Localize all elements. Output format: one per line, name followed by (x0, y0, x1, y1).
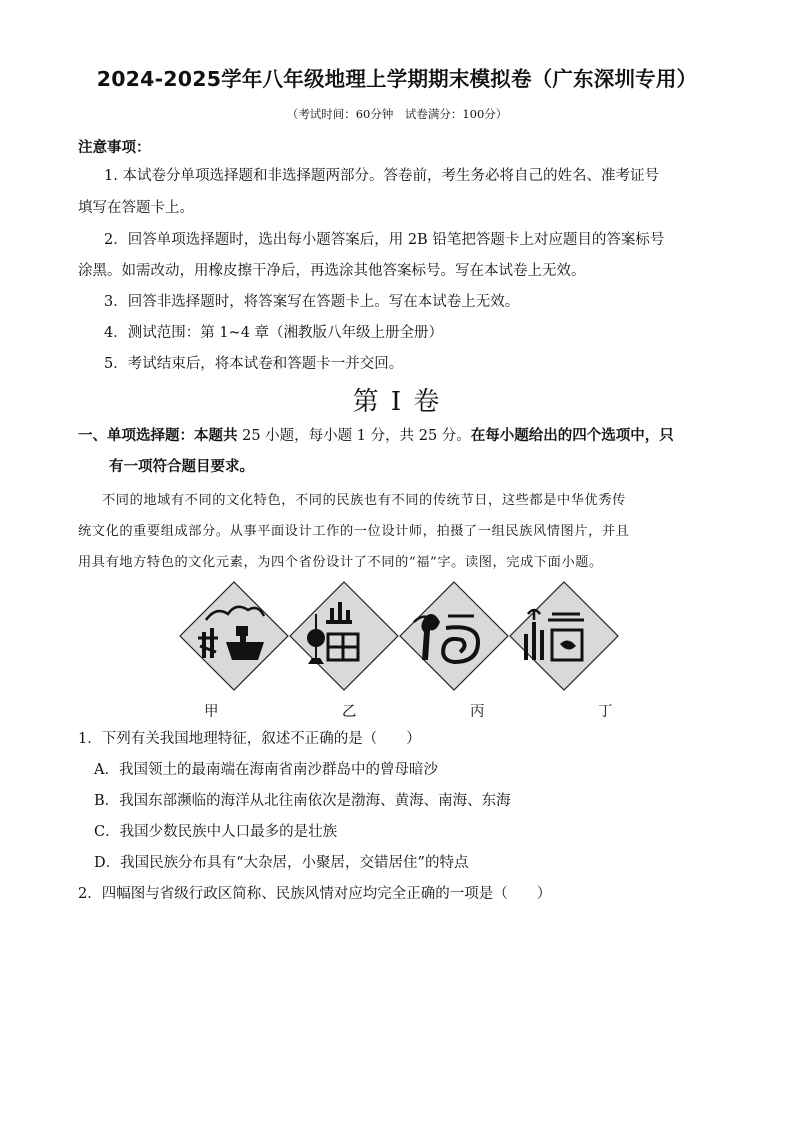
question-1-option-d: D．我国民族分布具有“大杂居，小聚居，交错居住”的特点 (94, 855, 469, 871)
figure-label-yi: 乙 (342, 704, 357, 720)
question-1-option-b: B．我国东部濒临的海洋从北往南依次是渤海、黄海、南海、东海 (94, 793, 511, 809)
figure-label-ding: 丁 (598, 704, 613, 720)
notice-heading: 注意事项： (78, 140, 151, 156)
passage-line-2: 统文化的重要组成部分。从事平面设计工作的一位设计师，拍摄了一组民族风情图片，并且 (78, 524, 630, 539)
exam-title: 2024-2025学年八年级地理上学期期末模拟卷（广东深圳专用） (96, 67, 698, 91)
section-title: 第 I 卷 (352, 387, 442, 417)
notice-item-1-cont: 填写在答题卡上。 (78, 200, 194, 216)
section1-instructions-cont (109, 457, 254, 477)
passage-line-1: 不同的地域有不同的文化特色，不同的民族也有不同的传统节日，这些都是中华优秀传 (102, 493, 626, 508)
exam-subtitle: （考试时间：60分钟 试卷满分：100分） (286, 107, 508, 121)
fu-design-jia (180, 582, 288, 690)
notice-item-4: 4．测试范围：第 1~4 章（湘教版八年级上册全册） (104, 325, 444, 341)
figure-label-jia: 甲 (204, 704, 219, 720)
figure-label-bing: 丙 (470, 704, 485, 720)
question-1-stem: 1．下列有关我国地理特征，叙述不正确的是（ ） (78, 731, 421, 747)
fu-design-yi (290, 582, 398, 690)
question-2-stem: 2．四幅图与省级行政区简称、民族风情对应均完全正确的一项是（ ） (78, 886, 552, 902)
notice-item-2-cont: 涂黑。如需改动，用橡皮擦干净后，再选涂其他答案标号。写在本试卷上无效。 (78, 263, 586, 279)
section1-heading: 一、单项选择题：本题共 (78, 428, 238, 444)
section1-instructions (78, 426, 674, 446)
notice-item-5: 5．考试结束后，将本试卷和答题卡一并交回。 (104, 356, 404, 372)
passage-line-3: 用具有地方特色的文化元素，为四个省份设计了不同的“福”字。读图，完成下面小题。 (78, 555, 603, 570)
notice-item-3: 3．回答非选择题时，将答案写在答题卡上。写在本试卷上无效。 (104, 294, 520, 310)
section1-score-info: 25 小题，每小题 1 分，共 25 分。 (237, 428, 471, 444)
question-1-option-a: A．我国领土的最南端在海南省南沙群岛中的曾母暗沙 (94, 762, 438, 778)
fu-design-ding (510, 582, 618, 690)
fu-design-bing (400, 582, 508, 690)
section1-requirement: 在每小题给出的四个选项中，只 (470, 428, 674, 444)
notice-item-1: 1. 本试卷分单项选择题和非选择题两部分。答卷前，考生务必将自己的姓名、准考证号 (104, 168, 659, 184)
notice-item-2: 2．回答单项选择题时，选出每小题答案后，用 2B 铅笔把答题卡上对应题目的答案标号 (104, 232, 665, 248)
question-1-option-c: C．我国少数民族中人口最多的是壮族 (94, 824, 338, 840)
section1-requirement-cont: 有一项符合题目要求。 (109, 459, 254, 475)
fu-character-figure (178, 580, 620, 692)
